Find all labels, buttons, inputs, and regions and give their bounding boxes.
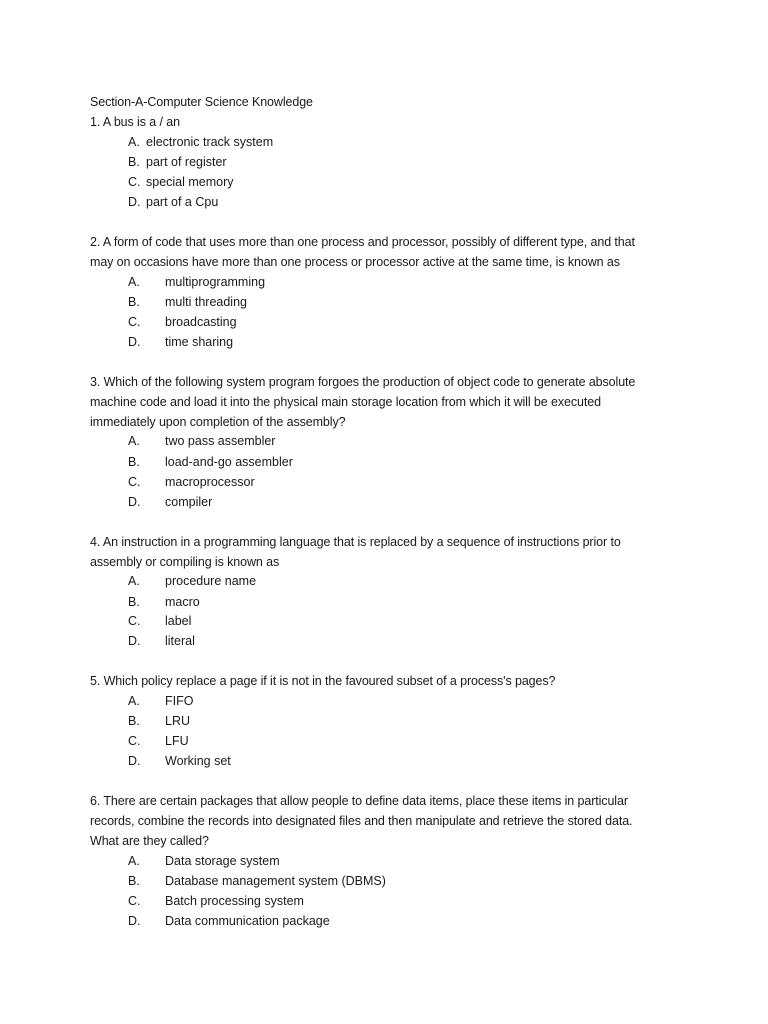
- option-text: Working set: [165, 754, 231, 768]
- option-letter: C.: [128, 734, 141, 748]
- option-letter: B.: [128, 874, 140, 888]
- option-letter: C.: [128, 614, 141, 628]
- option-text: FIFO: [165, 694, 194, 708]
- question-1-stem: 1. A bus is a / an: [90, 115, 180, 129]
- option-text: Data communication package: [165, 914, 330, 928]
- option-letter: A.: [128, 275, 140, 289]
- option-text: broadcasting: [165, 315, 237, 329]
- option-text: label: [165, 614, 192, 628]
- option-letter: C.: [128, 894, 141, 908]
- question-4-stem-line-2: assembly or compiling is known as: [90, 555, 280, 569]
- option-text: Data storage system: [165, 854, 280, 868]
- option-letter: B.: [128, 595, 140, 609]
- option-text: literal: [165, 634, 195, 648]
- option-letter: D.: [128, 195, 141, 209]
- option-text: special memory: [146, 175, 234, 189]
- option-letter: C.: [128, 315, 141, 329]
- question-2-stem-line-1: 2. A form of code that uses more than one process and processor, possibly of different type, and that: [90, 235, 635, 249]
- option-letter: D.: [128, 495, 141, 509]
- option-letter: D.: [128, 634, 141, 648]
- option-text: Database management system (DBMS): [165, 874, 386, 888]
- option-text: load-and-go assembler: [165, 455, 293, 469]
- option-letter: A.: [128, 574, 140, 588]
- option-letter: A.: [128, 434, 140, 448]
- question-3-stem-line-1: 3. Which of the following system program forgoes the production of object code to generate absolute: [90, 375, 636, 389]
- option-letter: B.: [128, 455, 140, 469]
- option-letter: A.: [128, 694, 140, 708]
- option-letter: A.: [128, 854, 140, 868]
- option-text: time sharing: [165, 335, 234, 349]
- option-letter: C.: [128, 475, 141, 489]
- option-letter: B.: [128, 714, 140, 728]
- question-3-stem-line-2: machine code and load it into the physical main storage location from which it will be executed: [90, 395, 601, 409]
- question-5-stem: 5. Which policy replace a page if it is not in the favoured subset of a process's pages?: [90, 674, 556, 688]
- option-text: procedure name: [165, 574, 257, 588]
- option-letter: D.: [128, 914, 141, 928]
- option-text: macroprocessor: [165, 475, 255, 489]
- option-text: LFU: [165, 734, 189, 748]
- option-letter: C.: [128, 175, 141, 189]
- question-4-stem-line-1: 4. An instruction in a programming language that is replaced by a sequence of instructions prior to: [90, 535, 621, 549]
- option-text: part of register: [146, 155, 227, 169]
- option-letter: D.: [128, 754, 141, 768]
- option-text: two pass assembler: [165, 434, 276, 448]
- option-text: Batch processing system: [165, 894, 304, 908]
- option-text: macro: [165, 595, 200, 609]
- option-letter: D.: [128, 335, 141, 349]
- option-text: part of a Cpu: [146, 195, 219, 209]
- question-2-stem-line-2: may on occasions have more than one process or processor active at the same time, is known as: [90, 255, 620, 269]
- option-text: electronic track system: [146, 135, 274, 149]
- section-title: Section-A-Computer Science Knowledge: [90, 95, 313, 109]
- question-6-stem-line-1: 6. There are certain packages that allow people to define data items, place these items in particular: [90, 794, 628, 808]
- option-text: multi threading: [165, 295, 247, 309]
- option-letter: B.: [128, 155, 140, 169]
- question-6-stem-line-2: records, combine the records into designated files and then manipulate and retrieve the stored data.: [90, 814, 633, 828]
- question-6-stem-line-3: What are they called?: [90, 834, 209, 848]
- question-3-stem-line-3: immediately upon completion of the assembly?: [90, 415, 346, 429]
- option-letter: A.: [128, 135, 140, 149]
- option-text: compiler: [165, 495, 213, 509]
- option-text: LRU: [165, 714, 191, 728]
- option-letter: B.: [128, 295, 140, 309]
- option-text: multiprogramming: [165, 275, 266, 289]
